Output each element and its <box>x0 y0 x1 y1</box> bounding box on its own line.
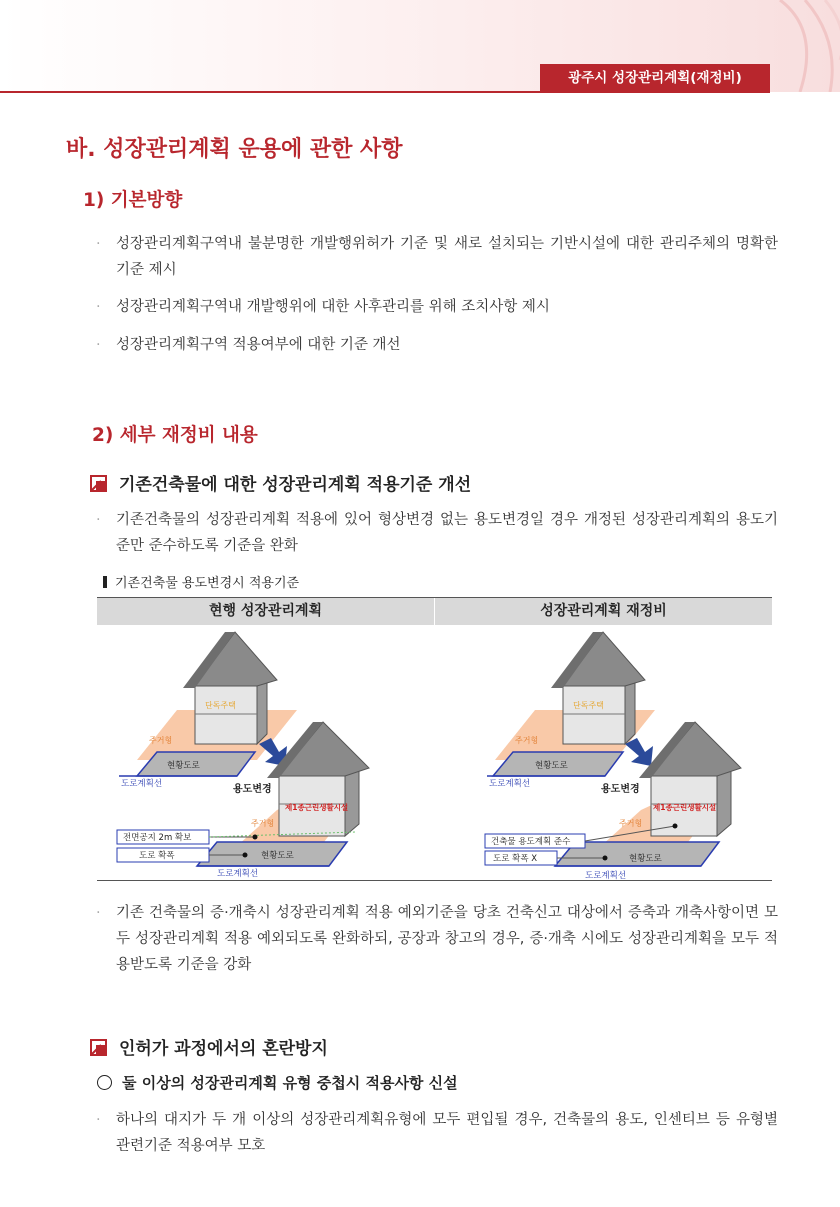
circle-marker-icon <box>97 1075 112 1090</box>
table-header-divider <box>434 598 435 625</box>
square-marker-icon <box>90 475 107 492</box>
diagram-current <box>97 626 434 880</box>
bullet-dot: · <box>96 905 101 921</box>
house-neighborhood-facility <box>267 722 369 836</box>
bullet-dot: · <box>96 1112 101 1128</box>
subsection-title-basic: 1) 기본방향 <box>83 190 183 211</box>
item2-bullet: · 하나의 대지가 두 개 이상의 성장관리계획유형에 모두 편입될 경우, 건축물의 용도, 인센티브 등 유형별 관련기준 적용여부 모호 <box>96 1107 778 1159</box>
section-title: 바. 성장관리계획 운용에 관한 사항 <box>66 137 403 162</box>
box2-label: 도로 확폭 X <box>493 854 538 864</box>
header-decoration <box>760 0 840 92</box>
house-neighborhood-facility <box>639 722 741 836</box>
road1-label: 현황도로 <box>535 761 568 771</box>
road2-label: 현황도로 <box>261 851 294 861</box>
house-detached <box>183 632 277 744</box>
plan1-label: 도로계획선 <box>121 779 163 789</box>
box1-label: 전면공지 2m 확보 <box>123 833 192 843</box>
box2-label: 도로 확폭 <box>139 851 175 861</box>
document-badge: 광주시 성장관리계획(재정비) <box>540 64 770 93</box>
house1-label: 단독주택 <box>205 701 236 710</box>
leader-dot <box>673 824 678 829</box>
basic-bullet-2: · 성장관리계획구역내 개발행위에 대한 사후관리를 위해 조치사항 제시 <box>96 294 778 320</box>
square-marker-icon <box>90 1039 107 1056</box>
plan2-label: 도로계획선 <box>585 871 627 880</box>
house1-label: 단독주택 <box>573 701 604 710</box>
leader-dot <box>243 853 248 858</box>
leader-dot <box>253 835 258 840</box>
road1-label: 현황도로 <box>167 761 200 771</box>
house2-label: 제1종근린생활시설 <box>285 803 349 812</box>
subsection-title-detail: 2) 세부 재정비 내용 <box>92 425 258 446</box>
item-title-confusion-prevention: 인허가 과정에서의 혼란방지 <box>90 1034 328 1059</box>
basic-bullet-3: · 성장관리계획구역 적용여부에 대한 기준 개선 <box>96 332 778 358</box>
road2-label: 현황도로 <box>629 854 662 864</box>
table-header-revised: 성장관리계획 재정비 <box>435 598 772 625</box>
table-bottom-rule <box>97 880 772 881</box>
diagram-revised <box>435 626 772 880</box>
item-title-existing-building: 기존건축물에 대한 성장관리계획 적용기준 개선 <box>90 470 471 495</box>
change-arrow-icon <box>625 738 653 766</box>
arrow-label: 용도변경 <box>601 784 640 795</box>
house-detached <box>551 632 645 744</box>
item1-bullet-1: · 기존건축물의 성장관리계획 적용에 있어 형상변경 없는 용도변경일 경우 개정된 성장관리계획의 용도기준만 준수하도록 기준을 완화 <box>96 507 778 559</box>
plan2-label: 도로계획선 <box>217 869 259 879</box>
basic-bullet-1: · 성장관리계획구역내 불분명한 개발행위허가 기준 및 새로 설치되는 기반시설에 대한 관리주체의 명확한 기준 제시 <box>96 231 778 283</box>
bullet-dot: · <box>96 512 101 528</box>
item1-bullet-2: · 기존 건축물의 증·개축시 성장관리계획 적용 예외기준을 당초 건축신고 대상에서 증축과 개축사항이면 모두 성장관리계획 적용 예외되도록 완화하되, 공장과 창고의 경우, 증·개축 시에도 성장관리계획을 모두 적용받도록 기준을 강화 <box>96 900 778 978</box>
box1-label: 건축물 용도계획 준수 <box>491 837 571 847</box>
table-header-current: 현행 성장관리계획 <box>97 598 434 625</box>
arrow-label: 용도변경 <box>233 784 272 795</box>
bullet-dot: · <box>96 236 101 252</box>
figure-caption: 기존건축물 용도변경시 적용기준 <box>103 572 299 591</box>
bullet-dot: · <box>96 337 101 353</box>
house2-label: 제1종근린생활시설 <box>653 803 717 812</box>
leader-dot <box>603 856 608 861</box>
zone1-label: 주거형 <box>149 736 173 745</box>
zone2-label: 주거형 <box>619 819 643 828</box>
bullet-dot: · <box>96 299 101 315</box>
plan1-label: 도로계획선 <box>489 779 531 789</box>
zone1-label: 주거형 <box>515 736 539 745</box>
circle-subheading: 둘 이상의 성장관리계획 유형 중첩시 적용사항 신설 <box>97 1072 458 1093</box>
zone2-label: 주거형 <box>251 819 275 828</box>
